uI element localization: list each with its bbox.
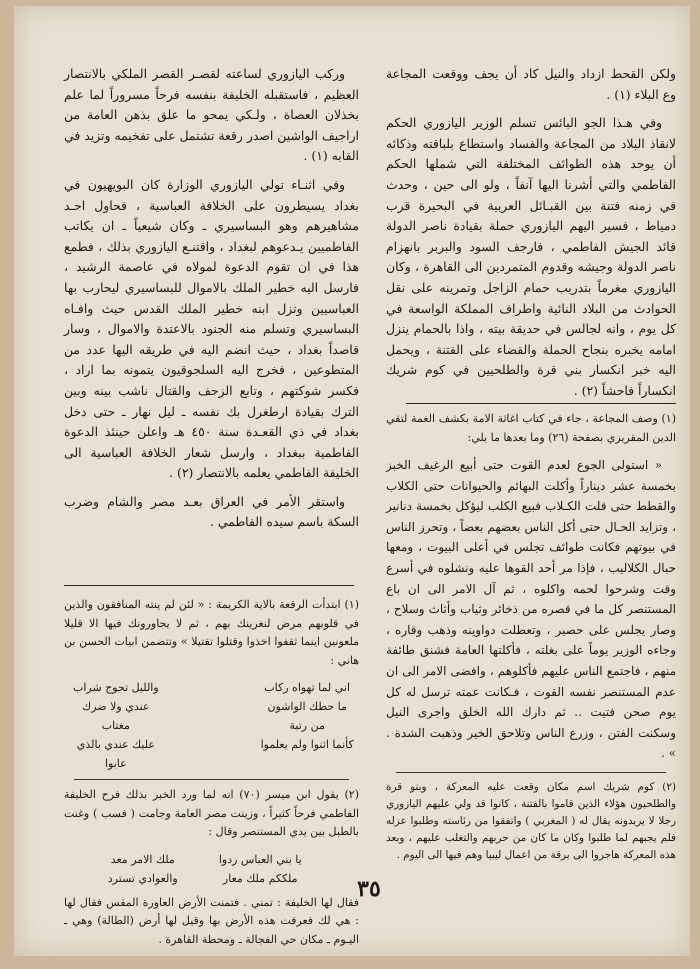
verse-line: يا بني العباس ردوا [218, 852, 302, 866]
left-footnote-separator [74, 779, 349, 780]
left-paragraph-3: واستقر الأمر في العراق بعـد مصر والشام وضرب السكة باسم سيده الفاطمي . [64, 493, 359, 530]
left-footnote-2-continuation: فقال لها الخليفة : تمني . فتمنت الأرض العاورة المقس فقال لها : هي لك فعرفت هذه الأرض بها وقيل لها أرض (الطالة) وهي ـ اليـوم ـ مكان حي الفجالة ـ ومحطة القاهرة . [64, 895, 359, 946]
left-footnote-1: (١) ابتدأت الرقعة بالاية الكريمة : « لئن لم ينته المنافقون والذين في قلوبهم مرض لنغرينك بهم ، ثم لا يجاورونك فيها الا قليلا ملعونين اينما ثقفوا اخذوا وقتلوا تقتيلا » وتتضمن ابيات الحسن بن هاني : [64, 598, 359, 667]
right-footnote-1-quote: « استولى الجوع لعدم القوت حتى أبيع الرغيف الخبز بخمسة عشر ديناراً وأكلت البهائم والحيوانات حتى الكلاب والقطط حتى قلت الكـلاب فبيع الكلب ليؤكل بخمسة دنانير ، وتزايد الحـال حتى أكل الناس بعضهم بعضاً ، وتحرز الناس في بيوتهم فكانت طوائف تجلس في أعلى البيوت ، ومعها حبال الكلاليب ، فإذا مر أحد القوها عليه ونشلوه في أسرع وقت وشرحوا لحمه واكلوه ، ثم آل الامر الى ان باع المستنصر كل ما في قصره من ذخائر وثياب وأثاث وسلاح ، وصار يجلس على حصير ، وتعطلت دواوينه وذهب وقاره ، وجاءه الوزير يوماً على بغلته ، فأكلتها العامة فشنق طائفة منهم ، فاجتمع الناس عليهم فأكلوهم ، وافضى الامر الى ان عدم المستنصر نفسه القوت ، فـكانت عمته ترسل له كل يوم صحن فتيت .. ثم دارك الله الخلق واجرى النيل وسكنت الفتن ، وزرع الناس وتلاحق الخير وذهبت الشدة . » . [386, 458, 676, 761]
right-column-footnotes [386, 410, 676, 872]
right-paragraph-1: ولكن القحط ازداد والنيل كاد أن يجف ووقعت المجاعة وع البلاء (١) . [386, 66, 676, 102]
verse-line: عليك عندي بالذي عابوا [76, 738, 155, 770]
left-footnote-2: (٢) يقول ابن ميسر (٧٠) انه لما ورد الخبر بذلك فرح الخليفة الفاطمي فرحاً كثيراً ، وزينت مصر العامة وجامت ( فسب ) وغنت بالطبل بين يدي المستنصر وقال : [64, 788, 359, 838]
page-number: ٣٥ [357, 876, 381, 902]
verse-line: كأنما اثنوا ولم يعلموا [260, 738, 354, 751]
verse-line: عندي ولا ضرك مغتاب [82, 700, 150, 732]
poem-verses-2 [84, 850, 319, 888]
document-page [14, 6, 690, 956]
right-footnote-separator [396, 772, 666, 773]
right-paragraph-2: وفي هـذا الجو البائس تسلم الوزير اليازوري الحكم لانقاذ البلاد من المجاعة والفساد واستطاع بلباقته وذكائه أن يوحد هذه الطوائف المختلفة التي شملها الحكم الفاطمي والتي أشرنا اليها آنفاً ، ولو الى حين ، وحدث في زمنه فتنة بين القبـائل العربية في البحيرة قرب دمياط ، فسير اليهم اليازوري حملة بقيادة ناصر الدولة قائد الجيش الفاطمي ، فارجف السود والبربر بانهزام ناصر الدولة وجيشه وقدوم المتمردين الى القاهرة ، وكان اليازوري مغرماً بتدريب حمام الزاجل وتمرينه على نقل الحوادث من البلاد النائية واطراف المملكة الواسعة في كل يوم ، وانه لجالس في حديقة بيته ، واذا بالحمام ينزل امامه يخبره بنجاح الحملة والقضاء على الفتنة ، ويحمل اليه خبر انكسار بني قرة والطلحيين في كوم شريك انكساراً فاحشاً (٢) . [386, 115, 676, 398]
right-footnote-divider [406, 403, 676, 404]
left-paragraph-2: وفي اثنـاء تولي اليازوري الوزارة كان البويهيون في بغداد يسيطرون على الخلافة العباسية ، فحاول احـد مشاهيرهم وهو البساسيري ـ وكان شيعياً ـ ان يكاتب الفاطميين يـدعوهم لبغداد ، واقتنـع اليازوري بذلك ، فطمع هذا في ان تقوم الدعوة لمولاه في عاصمة الرشيد ، فارسل اليه خطير الملك بالاموال للبساسيري ليحارب بها العباسيين وتزل ابنه خطير الملك القدس حيث وافـاه البساسيري وتسلم منه الجنود بالاعتدة والاموال ، وسار قاصداً بغداد ، حيث انضم اليه في طريقه اليها عدد من المتطوعين ، فخرج اليه السلجوقيون يتمونه بما اراد ، فكسر شوكتهم ، وتابع الزحف والقتال ناشب بينه وبين الترك بقيادة ارطغرل بك نفسه ـ ليل نهار ـ حتى دخل بغداد في ذي القعـدة سنة ٤٥٠ هـ واعلن حينئذ الدعوة الفاطمية ببغداد ، وارسل شعار الخلافة العباسية الى الخليفة الفاطمي يعلمه بالانتصار (٢) . [64, 176, 359, 481]
right-footnote-2: (٢) كوم شريك اسم مكان وقعت عليه المعركة ، وبنو قرة والطلحيون هؤلاء الذين قاموا بالفتنة ، كانوا قد ولي عليهم اليازوري رجلا لا يريدونه يقال له ( المغربي ) واتفقوا من رئاسته وطلبوا عزله فلم يجبهم لما طلبوا وكان ما كان من حربهم والتغلب عليهم ، وبعد هذه المعركة هاجروا الى برقة من اعمال ليبيا وهم فيها الى اليوم . [386, 780, 676, 861]
left-column-footnotes [64, 596, 359, 957]
poem-verses-1 [68, 678, 355, 773]
verse-line: ملك الامر معد [110, 852, 175, 866]
right-column-main-text [386, 64, 676, 410]
right-footnote-1-intro: (١) وصف المجاعة ، جاء في كتاب اغاثة الامة بكشف الغمة لتقي الدين المقريزي بصفحة (٢٦) وما بعدها ما يلي: [386, 412, 676, 444]
left-footnote-divider [64, 585, 354, 586]
left-paragraph-1: وركب اليازوري لساعته لقصـر القصر الملكي بالانتصار العظيم ، فاستقبله الخليفة بنفسه فرحاً مسروراً لما علم بخذلان العصاة ، ولـكي يمحو ما علق بذهن العامة من اراجيف الواشين اصدر رقعة تشتمل على تفخيمه وتزيد في القابه (١) . [64, 66, 359, 164]
verse-line: ما حطك الواشون من رتبة [267, 700, 347, 732]
verse-line: والليل تحوج شراب [73, 681, 159, 694]
verse-line: ملككم ملك معار [222, 871, 298, 885]
verse-line: اني لما تهواه ركاب [264, 681, 351, 694]
left-column-main-text [64, 64, 359, 541]
verse-line: والعوادي تسترد [107, 871, 178, 885]
